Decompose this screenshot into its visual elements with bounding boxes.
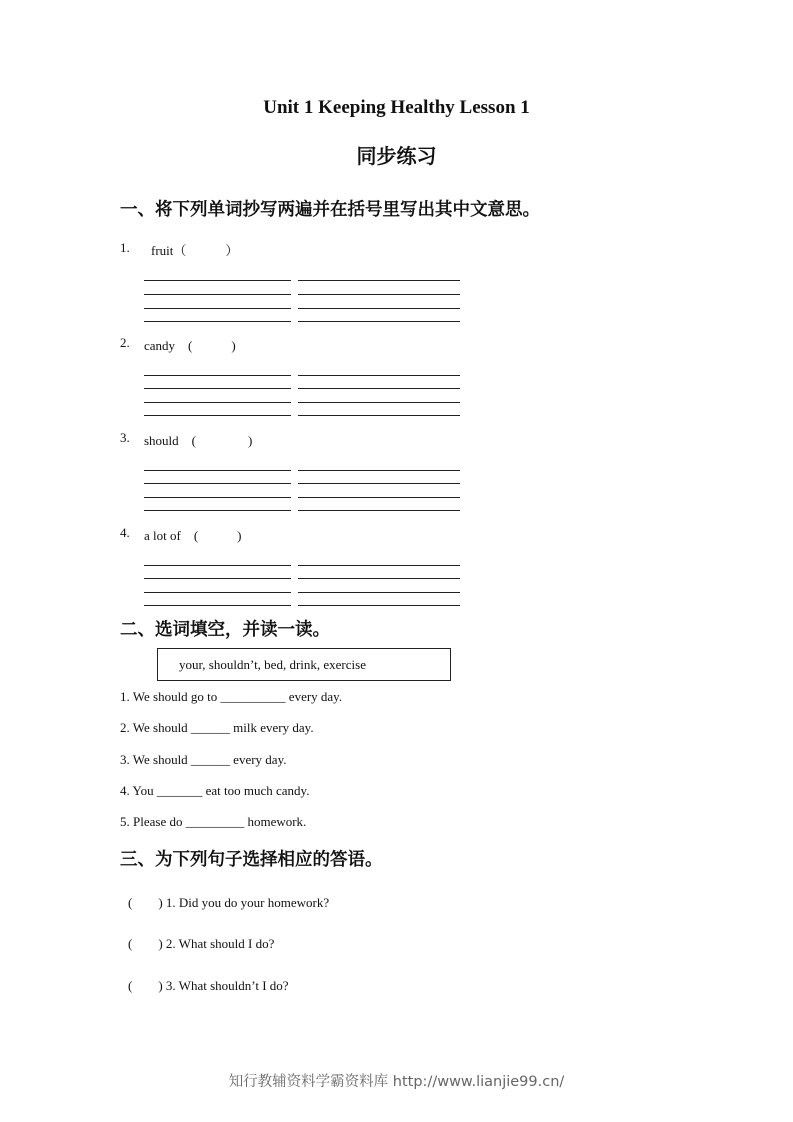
fill-sentence: 2. We should ______ milk every day. [120,720,314,735]
item-number: 4. [120,525,130,540]
fill-sentence: 1. We should go to __________ every day. [120,689,343,704]
fill-sentence: 4. You _______ eat too much candy. [120,783,310,798]
item-word: fruit（ ） [151,243,239,258]
worksheet-title: Unit 1 Keeping Healthy Lesson 1 [263,97,530,118]
copy-lines[interactable] [144,375,460,419]
question-line: ( ) 3. What shouldn’t I do? [128,978,289,993]
fill-sentence: 5. Please do _________ homework. [120,814,307,829]
item-word: should ( ) [144,433,253,448]
item-number: 1. [120,240,130,255]
item-number: 2. [120,335,130,350]
section2-heading: 二、选词填空，并读一读。 [120,620,330,640]
section3-heading: 三、为下列句子选择相应的答语。 [120,850,383,870]
question-line: ( ) 2. What should I do? [128,936,275,951]
copy-lines[interactable] [144,280,460,324]
word-bank-text: your, shouldn’t, bed, drink, exercise [179,657,366,672]
fill-sentence: 3. We should ______ every day. [120,752,287,767]
question-line: ( ) 1. Did you do your homework? [128,895,330,910]
copy-lines[interactable] [144,470,460,514]
section1-heading: 一、将下列单词抄写两遍并在括号里写出其中文意思。 [120,200,540,220]
item-word: candy ( ) [144,338,236,353]
word-bank-box [157,648,451,681]
copy-lines[interactable] [144,565,460,609]
footer-watermark: 知行教辅资料学霸资料库 http://www.lianjie99.cn/ [228,1074,565,1090]
item-word: a lot of ( ) [144,528,242,543]
worksheet-subtitle: 同步练习 [356,144,437,168]
item-number: 3. [120,430,130,445]
